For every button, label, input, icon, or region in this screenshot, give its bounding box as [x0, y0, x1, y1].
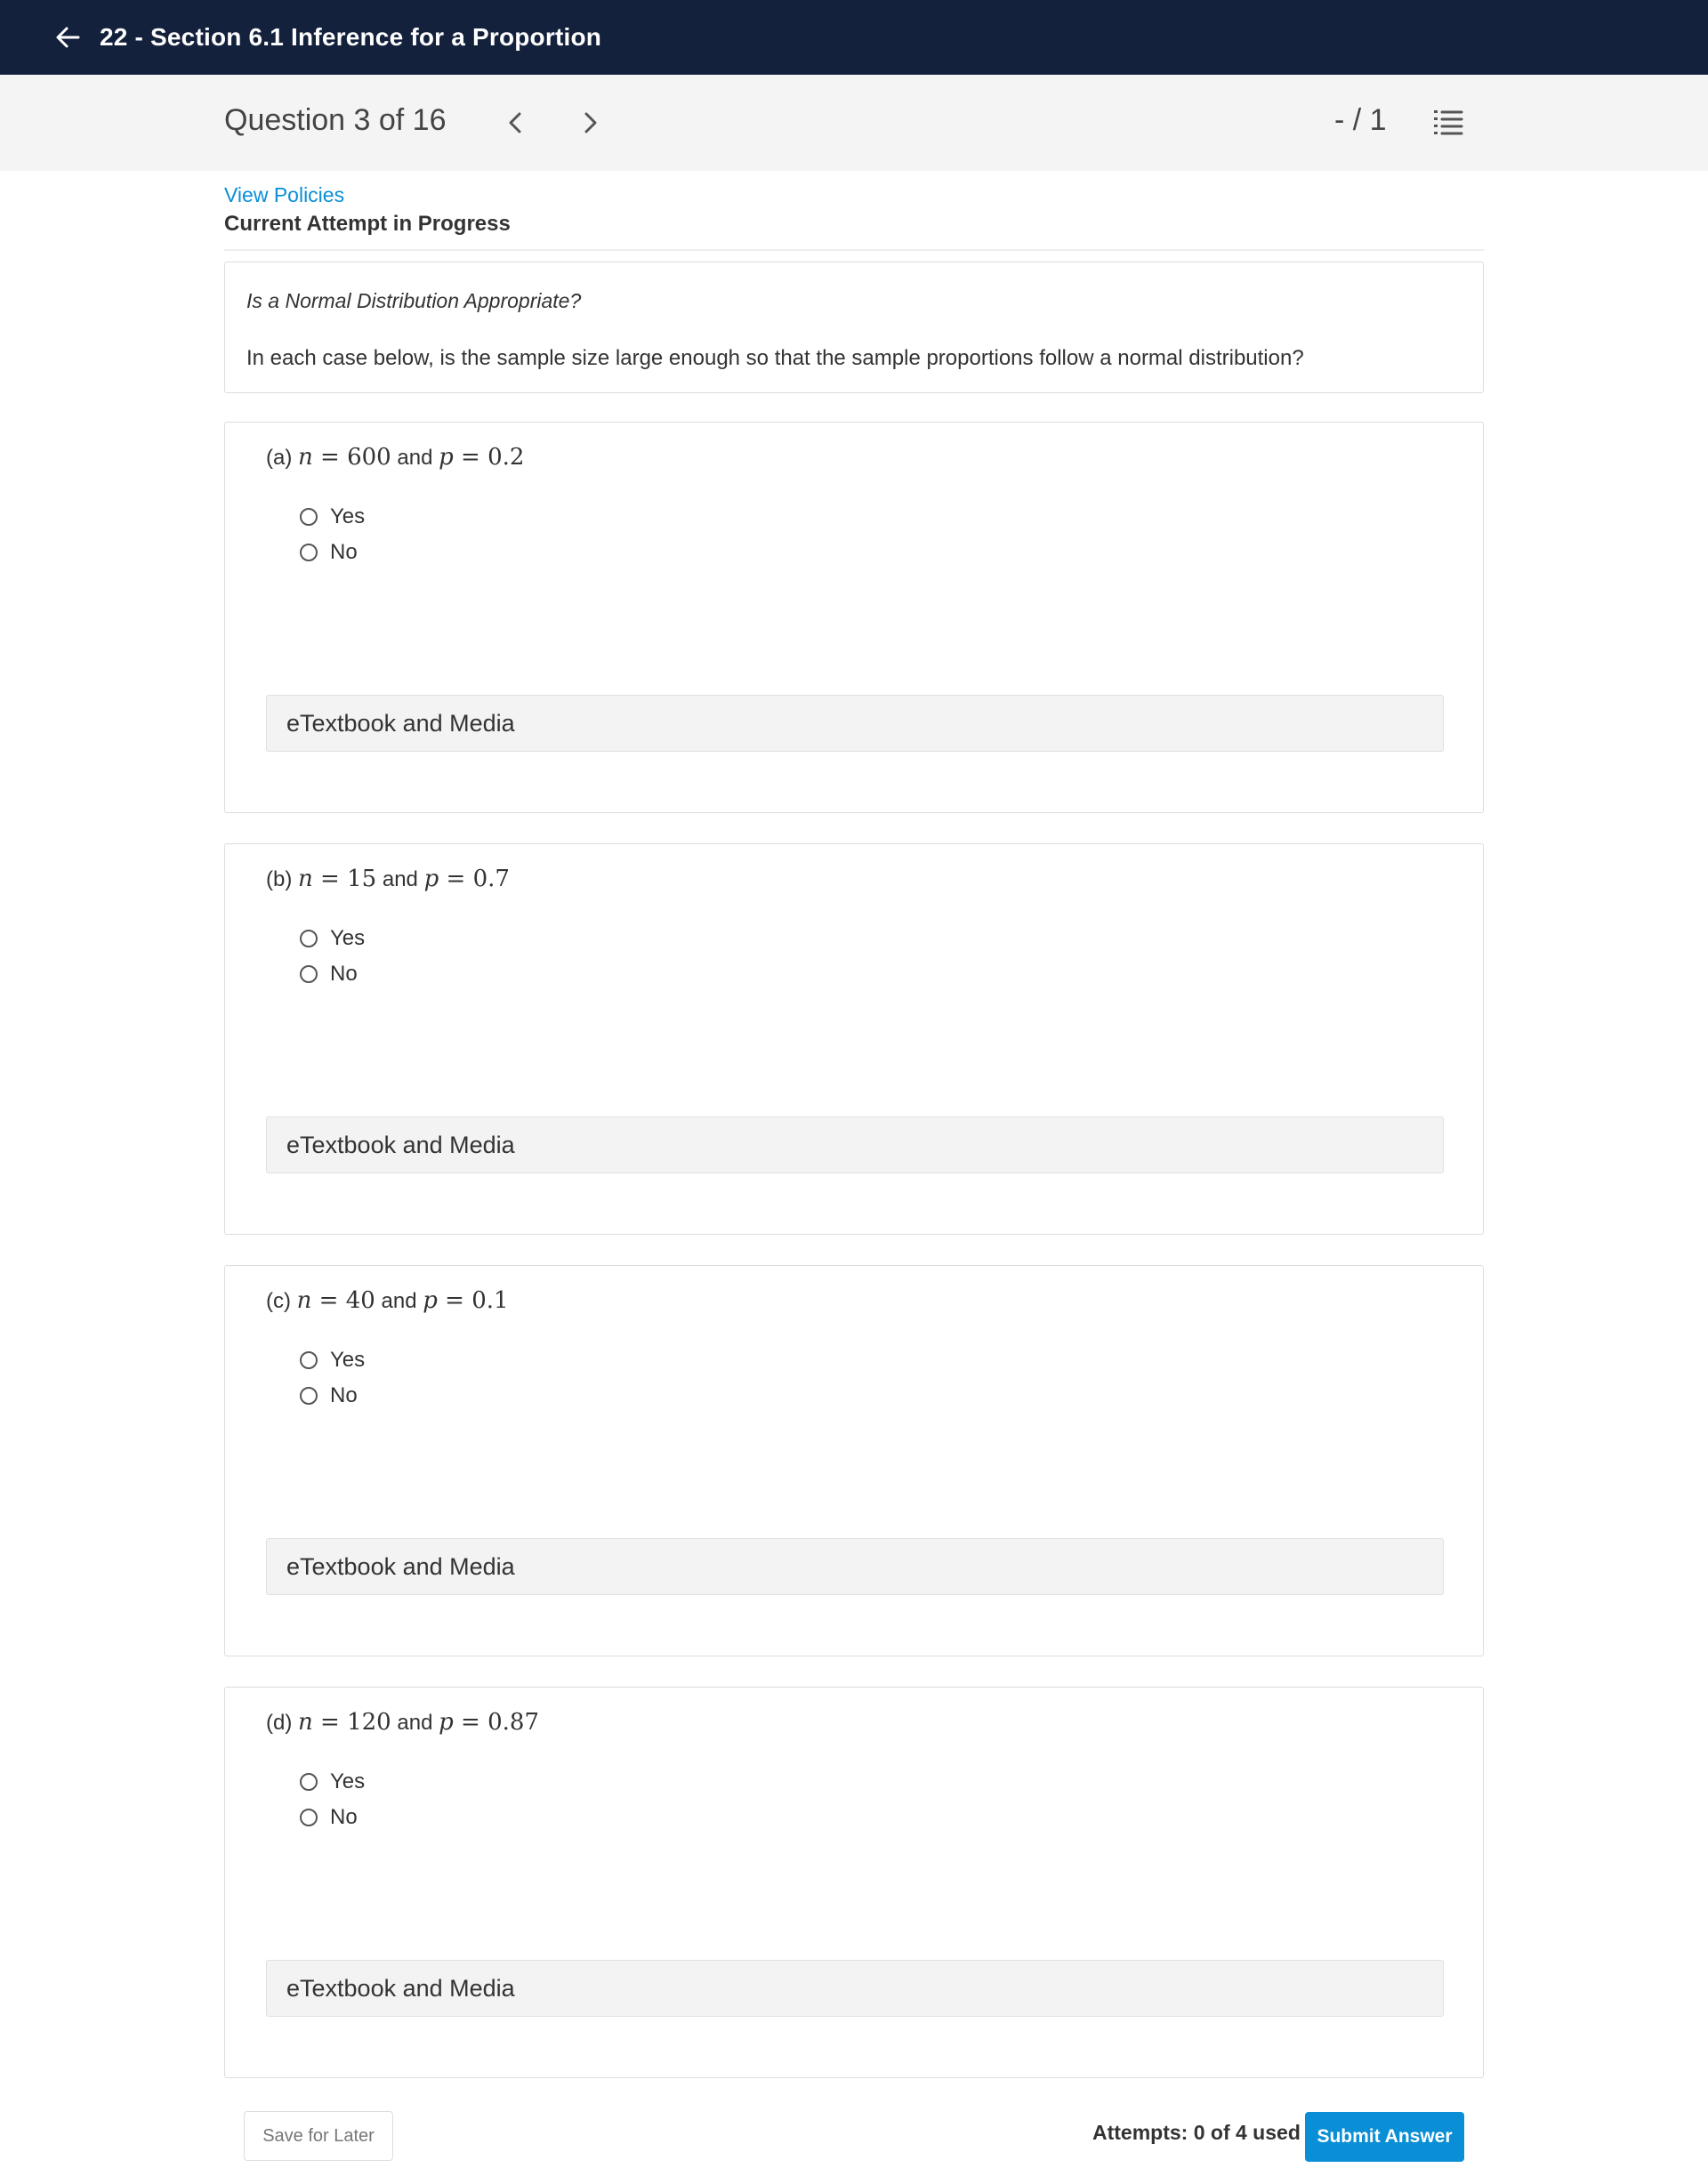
option-yes[interactable] [300, 926, 365, 951]
option-yes[interactable] [300, 504, 365, 529]
question-part-a [224, 422, 1484, 813]
submit-answer-button[interactable]: Submit Answer [1305, 2112, 1464, 2162]
n-value: 40 [345, 1287, 375, 1314]
option-label: Yes [330, 504, 366, 528]
option-label: No [330, 1805, 358, 1829]
previous-question-button[interactable] [498, 105, 534, 141]
p-value: 0.2 [487, 444, 525, 471]
radio-button[interactable] [300, 1773, 318, 1791]
part-letter: (b) [266, 867, 293, 891]
option-label: No [330, 1383, 358, 1407]
etextbook-media-toggle[interactable] [266, 695, 1444, 752]
save-for-later-button[interactable]: Save for Later [244, 2111, 393, 2161]
n-value: 15 [347, 866, 377, 892]
question-part-c [224, 1265, 1484, 1656]
option-yes[interactable] [300, 1769, 365, 1794]
attempts-counter: Attempts: 0 of 4 used [1092, 2121, 1301, 2144]
attempt-status: Current Attempt in Progress [224, 212, 511, 236]
p-value: 0.87 [487, 1709, 539, 1736]
p-variable: p [439, 1709, 454, 1736]
answer-footer [0, 2087, 1708, 2184]
etextbook-media-toggle[interactable] [266, 1538, 1444, 1595]
back-button[interactable] [50, 20, 85, 55]
assignment-title: 22 - Section 6.1 Inference for a Proportion [100, 23, 602, 51]
etextbook-media-toggle[interactable] [266, 1960, 1444, 2017]
part-prompt: (d) n = 120 and p = 0.87 [266, 1709, 539, 1736]
option-no[interactable] [300, 962, 358, 987]
question-score: - / 1 [1334, 103, 1387, 137]
n-variable: n [298, 866, 313, 892]
n-value: 600 [347, 444, 391, 471]
radio-button[interactable] [300, 1387, 318, 1405]
etextbook-media-toggle[interactable] [266, 1116, 1444, 1173]
question-text: In each case below, is the sample size large enough so that the sample proportions follow a normal distribution? [246, 346, 1304, 370]
question-list-button[interactable] [1432, 107, 1464, 139]
option-label: Yes [330, 1348, 366, 1372]
n-variable: n [298, 444, 313, 471]
arrow-left-icon [54, 24, 81, 51]
part-letter: (a) [266, 446, 293, 470]
etextbook-media-label: eTextbook and Media [286, 1131, 515, 1158]
part-prompt: (a) n = 600 and p = 0.2 [266, 444, 525, 471]
option-no[interactable] [300, 1805, 358, 1830]
etextbook-media-label: eTextbook and Media [286, 1552, 515, 1580]
part-letter: (d) [266, 1711, 293, 1735]
question-intro-card [224, 262, 1484, 393]
n-variable: n [296, 1287, 312, 1314]
radio-button[interactable] [300, 1351, 318, 1369]
etextbook-media-label: eTextbook and Media [286, 1974, 515, 2002]
option-label: No [330, 962, 358, 986]
option-label: Yes [330, 1769, 366, 1793]
question-part-b [224, 843, 1484, 1235]
radio-button[interactable] [300, 544, 318, 561]
radio-button[interactable] [300, 930, 318, 947]
n-value: 120 [347, 1709, 391, 1736]
part-prompt: (b) n = 15 and p = 0.7 [266, 866, 510, 892]
option-label: No [330, 540, 358, 564]
option-no[interactable] [300, 540, 358, 565]
numbered-list-icon [1432, 107, 1464, 139]
part-letter: (c) [266, 1289, 291, 1313]
p-value: 0.7 [472, 866, 510, 892]
p-variable: p [423, 866, 439, 892]
p-value: 0.1 [471, 1287, 509, 1314]
question-counter: Question 3 of 16 [224, 103, 447, 137]
radio-button[interactable] [300, 508, 318, 526]
view-policies-link[interactable]: View Policies [224, 183, 345, 206]
divider [224, 249, 1484, 251]
option-no[interactable] [300, 1383, 358, 1408]
next-question-button[interactable] [572, 105, 608, 141]
chevron-left-icon [498, 105, 534, 141]
p-variable: p [423, 1287, 438, 1314]
etextbook-media-label: eTextbook and Media [286, 709, 515, 737]
question-nav-bar [0, 75, 1708, 171]
question-title: Is a Normal Distribution Appropriate? [246, 289, 582, 312]
option-label: Yes [330, 926, 366, 950]
radio-button[interactable] [300, 1809, 318, 1826]
question-part-d [224, 1687, 1484, 2078]
radio-button[interactable] [300, 965, 318, 983]
p-variable: p [439, 444, 454, 471]
top-header [0, 0, 1708, 75]
part-prompt: (c) n = 40 and p = 0.1 [266, 1287, 509, 1314]
option-yes[interactable] [300, 1348, 365, 1373]
chevron-right-icon [572, 105, 608, 141]
n-variable: n [298, 1709, 313, 1736]
